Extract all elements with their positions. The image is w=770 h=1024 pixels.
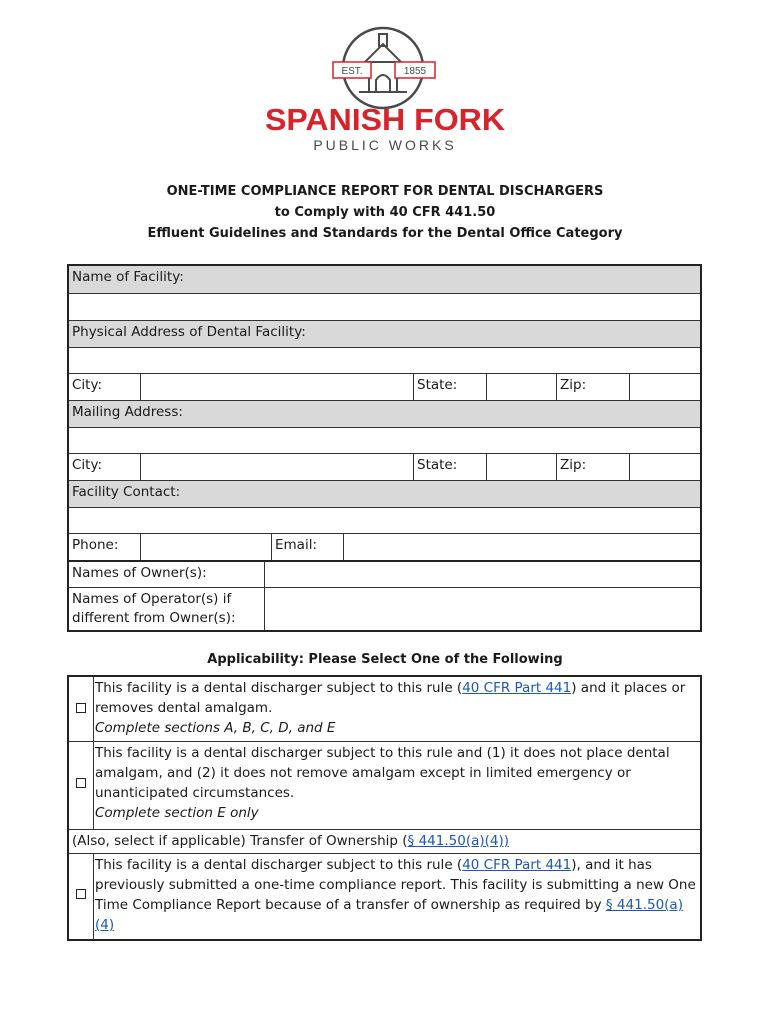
option-1-checkbox[interactable] — [76, 703, 86, 713]
phone-label: Phone: — [69, 533, 140, 560]
spanish-fork-logo — [255, 22, 515, 157]
document-header — [0, 181, 770, 244]
option-3-checkbox[interactable] — [76, 889, 86, 899]
applicability-title: Applicability: Please Select One of the Following — [207, 652, 563, 667]
physical-address-label: Physical Address of Dental Facility: — [69, 320, 700, 347]
header-regulation: to Comply with 40 CFR 441.50 — [274, 205, 496, 220]
phone-field[interactable] — [140, 533, 271, 560]
mailing-city-label: City: — [69, 453, 140, 480]
option-2-text: This facility is a dental discharger subject to this rule and (1) it does not place dental amalgam, and (2) it does not remove amalgam except in limited emergency or unanticipated circumstances. Complete section E only — [95, 745, 670, 821]
mailing-city-field[interactable] — [140, 453, 413, 480]
facility-name-label: Name of Facility: — [69, 266, 700, 293]
option-3-checkbox-cell — [69, 854, 94, 940]
section-441-50-link[interactable]: § 441.50(a)(4) — [95, 897, 683, 933]
option-3-text: This facility is a dental discharger subject to this rule (40 CFR Part 441), and it has previously submitted a one-time compliance report. This facility is submitting a new One Time Compliance Report because of a transfer of ownership as required by § 441.50(a)(4) — [95, 857, 696, 933]
applicability-table — [67, 675, 702, 941]
mailing-zip-label: Zip: — [556, 453, 629, 480]
logo-est-text: EST. — [341, 66, 363, 77]
email-field[interactable] — [343, 533, 700, 560]
city-field[interactable] — [140, 373, 413, 400]
facility-contact-label: Facility Contact: — [69, 480, 700, 507]
state-label: State: — [413, 373, 486, 400]
zip-label: Zip: — [556, 373, 629, 400]
facility-name-field[interactable] — [69, 293, 700, 320]
transfer-text: (Also, select if applicable) Transfer of Ownership (§ 441.50(a)(4)) — [72, 833, 510, 849]
option-2-checkbox-cell — [69, 742, 94, 829]
email-label: Email: — [271, 533, 343, 560]
operators-label-line1: Names of Operator(s) if — [72, 591, 232, 607]
state-field[interactable] — [486, 373, 556, 400]
logo-name: SPANISH FORK — [265, 102, 506, 137]
logo-year-text: 1855 — [403, 66, 427, 77]
option-2-note: Complete section E only — [95, 805, 259, 821]
logo-subtitle: PUBLIC WORKS — [313, 137, 457, 153]
cfr-part-441-link[interactable]: 40 CFR Part 441 — [462, 680, 572, 696]
owners-field[interactable] — [264, 560, 700, 587]
header-title: ONE-TIME COMPLIANCE REPORT FOR DENTAL DISCHARGERS — [166, 184, 604, 199]
header-subtitle: Effluent Guidelines and Standards for the Dental Office Category — [147, 226, 623, 241]
owners-label: Names of Owner(s): — [69, 560, 264, 587]
option-2-checkbox[interactable] — [76, 778, 86, 788]
mailing-address-label: Mailing Address: — [69, 400, 700, 427]
option-1-checkbox-cell — [69, 677, 94, 741]
city-label: City: — [69, 373, 140, 400]
operators-label-line2: different from Owner(s): — [72, 610, 236, 626]
mailing-state-label: State: — [413, 453, 486, 480]
mailing-address-field[interactable] — [69, 427, 700, 453]
option-row-1 — [69, 677, 700, 741]
mailing-state-field[interactable] — [486, 453, 556, 480]
facility-info-form — [67, 264, 702, 632]
zip-field[interactable] — [629, 373, 700, 400]
option-row-2 — [69, 741, 700, 829]
cfr-part-441-link-2[interactable]: 40 CFR Part 441 — [462, 857, 572, 873]
facility-contact-field[interactable] — [69, 507, 700, 533]
logo-graphic — [255, 22, 515, 157]
transfer-row — [69, 829, 700, 853]
mailing-zip-field[interactable] — [629, 453, 700, 480]
option-1-note: Complete sections A, B, C, D, and E — [95, 720, 336, 736]
option-1-text: This facility is a dental discharger subject to this rule (40 CFR Part 441) and it places or removes dental amalgam. Complete sections A, B, C, D, and E — [95, 680, 686, 736]
operators-field[interactable] — [264, 587, 700, 630]
physical-address-field[interactable] — [69, 347, 700, 373]
operators-label — [69, 587, 264, 630]
transfer-441-50-link[interactable]: § 441.50(a)(4)) — [407, 833, 510, 849]
option-row-3 — [69, 853, 700, 939]
